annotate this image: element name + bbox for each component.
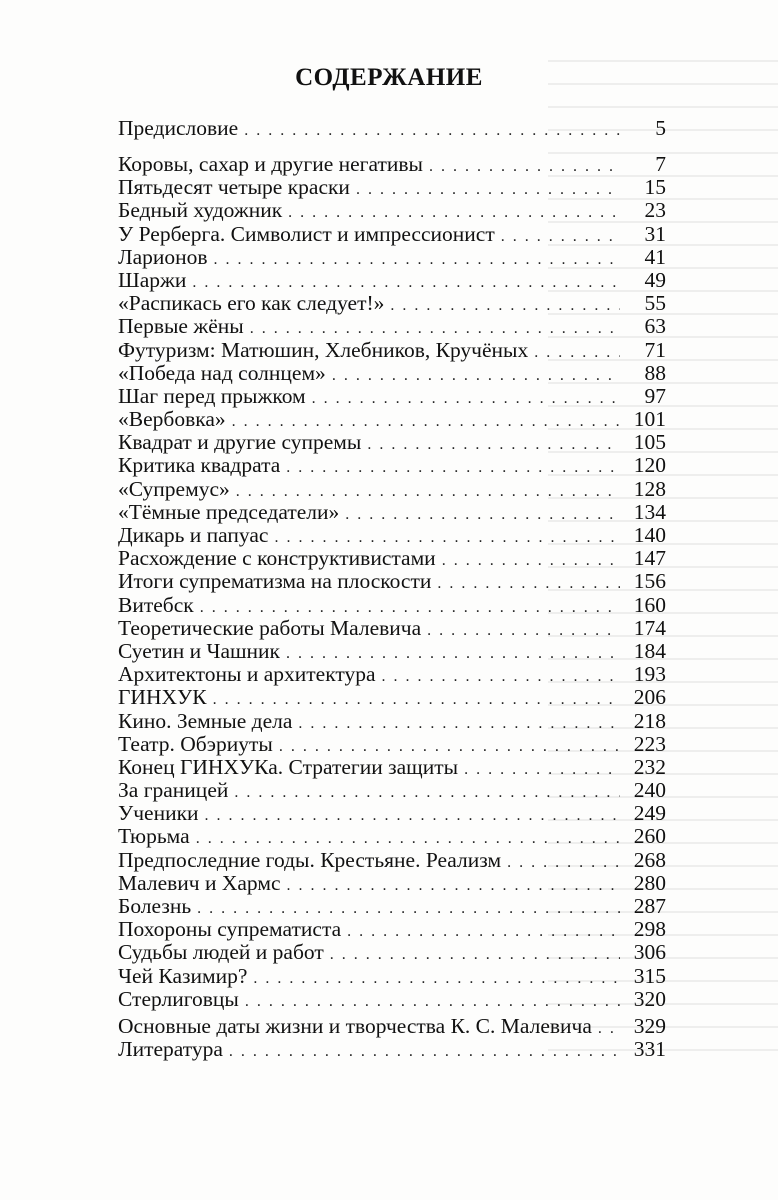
toc-entry-title: Литература: [118, 1037, 223, 1062]
toc-entry-page-number: 268: [633, 847, 666, 872]
toc-entry-page-number: 280: [633, 870, 666, 895]
toc-entry-page-number: 120: [633, 453, 666, 478]
toc-entry: [118, 849, 666, 872]
toc-entry: [118, 385, 666, 408]
toc-entry-page-number: 193: [633, 662, 666, 687]
toc-entry-title: Футуризм: Матюшин, Хлебников, Кручёных: [118, 337, 529, 362]
toc-entry-title: Витебск: [118, 592, 194, 617]
dot-leader: [214, 248, 620, 271]
toc-entry-page-number: 298: [633, 917, 666, 942]
toc-entry-title: Основные даты жизни и творчества К. С. Малевича: [118, 1014, 592, 1038]
toc-entry-title: Болезнь: [118, 894, 192, 918]
toc-entry-title: «Тёмные председатели»: [118, 499, 340, 524]
toc-entry: [118, 965, 666, 988]
dot-leader: [347, 920, 620, 943]
toc-entry-title: Малевич и Хармс: [118, 870, 281, 895]
toc-entry-title: Критика квадрата: [118, 453, 281, 478]
toc-entry-title: Шаг перед прыжком: [118, 383, 306, 408]
toc-entry-page-number: 88: [644, 360, 666, 385]
toc-entry-title: Первые жёны: [118, 314, 244, 339]
toc-group-chapters: [118, 153, 666, 1011]
dot-leader: [427, 619, 620, 642]
dot-leader: [253, 967, 620, 990]
toc-entry: [118, 663, 666, 686]
toc-entry: [118, 339, 666, 362]
toc-entry: [118, 733, 666, 756]
toc-entry-title: Кино. Земные дела: [118, 708, 293, 733]
dot-leader: [442, 549, 620, 572]
toc-entry-title: Театр. Обэриуты: [118, 731, 273, 756]
toc-entry: [118, 756, 666, 779]
toc-entry-page-number: 41: [644, 244, 666, 269]
toc-entry-title: Ларионов: [118, 244, 208, 269]
toc-entry-title: «Победа над солнцем»: [118, 360, 326, 385]
dot-leader: [367, 433, 620, 456]
toc-entry-page-number: 232: [633, 754, 666, 779]
toc-entry: [118, 223, 666, 246]
toc-entry-page-number: 218: [633, 708, 666, 733]
toc-entry-page-number: 55: [644, 291, 666, 316]
toc-entry-page-number: 156: [633, 569, 666, 594]
dot-leader: [286, 456, 620, 479]
toc-entry: [118, 710, 666, 733]
toc-entry: [118, 570, 666, 593]
toc-entry-page-number: 7: [655, 152, 666, 176]
toc-entry-title: «Супремус»: [118, 476, 230, 501]
toc-entry: [118, 478, 666, 501]
dot-leader: [501, 225, 620, 248]
toc-group-preface: [118, 117, 666, 140]
toc-entry: [118, 524, 666, 547]
dot-leader: [429, 155, 620, 178]
toc-entry-title: За границей: [118, 778, 229, 803]
dot-leader: [598, 1017, 620, 1040]
toc-entry-page-number: 320: [633, 986, 666, 1011]
toc-entry-page-number: 140: [633, 523, 666, 547]
toc-entry: [118, 362, 666, 385]
toc-entry-title: Предисловие: [118, 116, 239, 140]
toc-entry: [118, 988, 666, 1011]
toc-entry-title: Итоги супрематизма на плоскости: [118, 569, 432, 594]
toc-entry: [118, 825, 666, 848]
dot-leader: [298, 712, 620, 735]
toc-entry: [118, 315, 666, 338]
toc-entry-page-number: 5: [655, 116, 666, 140]
toc-entry-page-number: 240: [633, 778, 666, 803]
toc-entry-title: Квадрат и другие супремы: [118, 430, 362, 455]
toc-entry-title: Чей Казимир?: [118, 963, 248, 988]
toc-entry: [118, 199, 666, 222]
toc-entry: [118, 594, 666, 617]
toc-entry-page-number: 249: [633, 801, 666, 826]
page-title: СОДЕРЖАНИЕ: [295, 64, 483, 91]
toc-entry-page-number: 31: [644, 221, 666, 246]
toc-entry-title: Стерлиговцы: [118, 986, 239, 1011]
toc-entry-title: Тюрьма: [118, 824, 190, 849]
dot-leader: [287, 874, 621, 897]
toc-entry-title: Шаржи: [118, 267, 187, 292]
toc-group-appendix: [118, 1015, 666, 1061]
toc-entry-page-number: 63: [644, 314, 666, 339]
toc-entry: [118, 501, 666, 524]
toc-entry-page-number: 101: [633, 407, 666, 432]
toc-entry-title: Коровы, сахар и другие негативы: [118, 152, 423, 176]
dot-leader: [245, 990, 620, 1013]
toc-entry-page-number: 128: [633, 476, 666, 501]
toc-entry-page-number: 174: [633, 615, 666, 640]
dot-leader: [229, 1040, 620, 1063]
toc-entry-title: У Рерберга. Символист и импрессионист: [118, 221, 495, 246]
toc-entry: [118, 292, 666, 315]
toc-entry-page-number: 147: [633, 546, 666, 571]
toc-entry-title: Дикарь и папуас: [118, 523, 269, 547]
toc-entry-title: Судьбы людей и работ: [118, 940, 324, 965]
toc-entry: [118, 617, 666, 640]
dot-leader: [390, 294, 620, 317]
toc-entry-page-number: 97: [644, 383, 666, 408]
toc-entry: [118, 153, 666, 176]
dot-leader: [437, 572, 620, 595]
toc-entry: [118, 431, 666, 454]
toc-entry-title: «Распикась его как следует!»: [118, 291, 385, 316]
toc-entry-title: Похороны супрематиста: [118, 917, 342, 942]
toc-entry-title: Бедный художник: [118, 198, 283, 223]
toc-entry-title: Пятьдесят четыре краски: [118, 175, 350, 200]
dot-leader: [534, 341, 620, 364]
toc-entry-page-number: 329: [633, 1014, 666, 1038]
toc-entry: [118, 246, 666, 269]
toc-entry: [118, 686, 666, 709]
toc-entry-page-number: 184: [633, 638, 666, 663]
toc-entry: [118, 176, 666, 199]
toc-entry-page-number: 223: [633, 731, 666, 756]
dot-leader: [312, 387, 620, 410]
toc-entry-page-number: 287: [633, 894, 666, 918]
toc-entry: [118, 117, 666, 140]
toc-entry: [118, 941, 666, 964]
toc-entry-title: ГИНХУК: [118, 685, 207, 710]
toc-entry-title: Предпоследние годы. Крестьяне. Реализм: [118, 847, 502, 872]
toc-entry-page-number: 206: [633, 685, 666, 710]
dot-leader: [205, 804, 620, 827]
toc-entry-page-number: 49: [644, 267, 666, 292]
toc-entry-page-number: 71: [644, 337, 666, 362]
toc-entry-page-number: 105: [633, 430, 666, 455]
dot-leader: [244, 119, 620, 142]
toc-entry-title: Конец ГИНХУКа. Стратегии защиты: [118, 754, 459, 779]
toc-entry-page-number: 15: [644, 175, 666, 200]
toc-entry: [118, 802, 666, 825]
toc-entry-page-number: 23: [644, 198, 666, 223]
dot-leader: [356, 178, 620, 201]
toc-entry-title: Суетин и Чашник: [118, 638, 281, 663]
toc-entry: [118, 1015, 666, 1038]
dot-leader: [507, 851, 620, 874]
dot-leader: [332, 364, 620, 387]
toc-entry: [118, 269, 666, 292]
toc-entry: [118, 640, 666, 663]
toc-entry: [118, 547, 666, 570]
dot-leader: [382, 665, 620, 688]
toc-entry-page-number: 331: [633, 1037, 666, 1062]
toc-entry-page-number: 306: [633, 940, 666, 965]
toc-entry-page-number: 160: [633, 592, 666, 617]
toc-entry-title: Архитектоны и архитектура: [118, 662, 376, 687]
toc-entry: [118, 1038, 666, 1061]
toc-entry-page-number: 315: [633, 963, 666, 988]
toc-entry: [118, 918, 666, 941]
toc-entry: [118, 895, 666, 918]
toc-entry-title: Ученики: [118, 801, 199, 826]
toc-entry-title: Расхождение с конструктивистами: [118, 546, 436, 571]
dot-leader: [234, 781, 620, 804]
toc-entry-title: «Вербовка»: [118, 407, 226, 432]
dot-leader: [464, 758, 620, 781]
toc-entry-page-number: 260: [633, 824, 666, 849]
toc-entry: [118, 872, 666, 895]
toc-entry: [118, 454, 666, 477]
toc-entry-title: Теоретические работы Малевича: [118, 615, 422, 640]
toc-entry: [118, 779, 666, 802]
dot-leader: [330, 943, 620, 966]
toc-entry-page-number: 134: [633, 499, 666, 524]
toc-entry: [118, 408, 666, 431]
dot-leader: [345, 503, 620, 526]
